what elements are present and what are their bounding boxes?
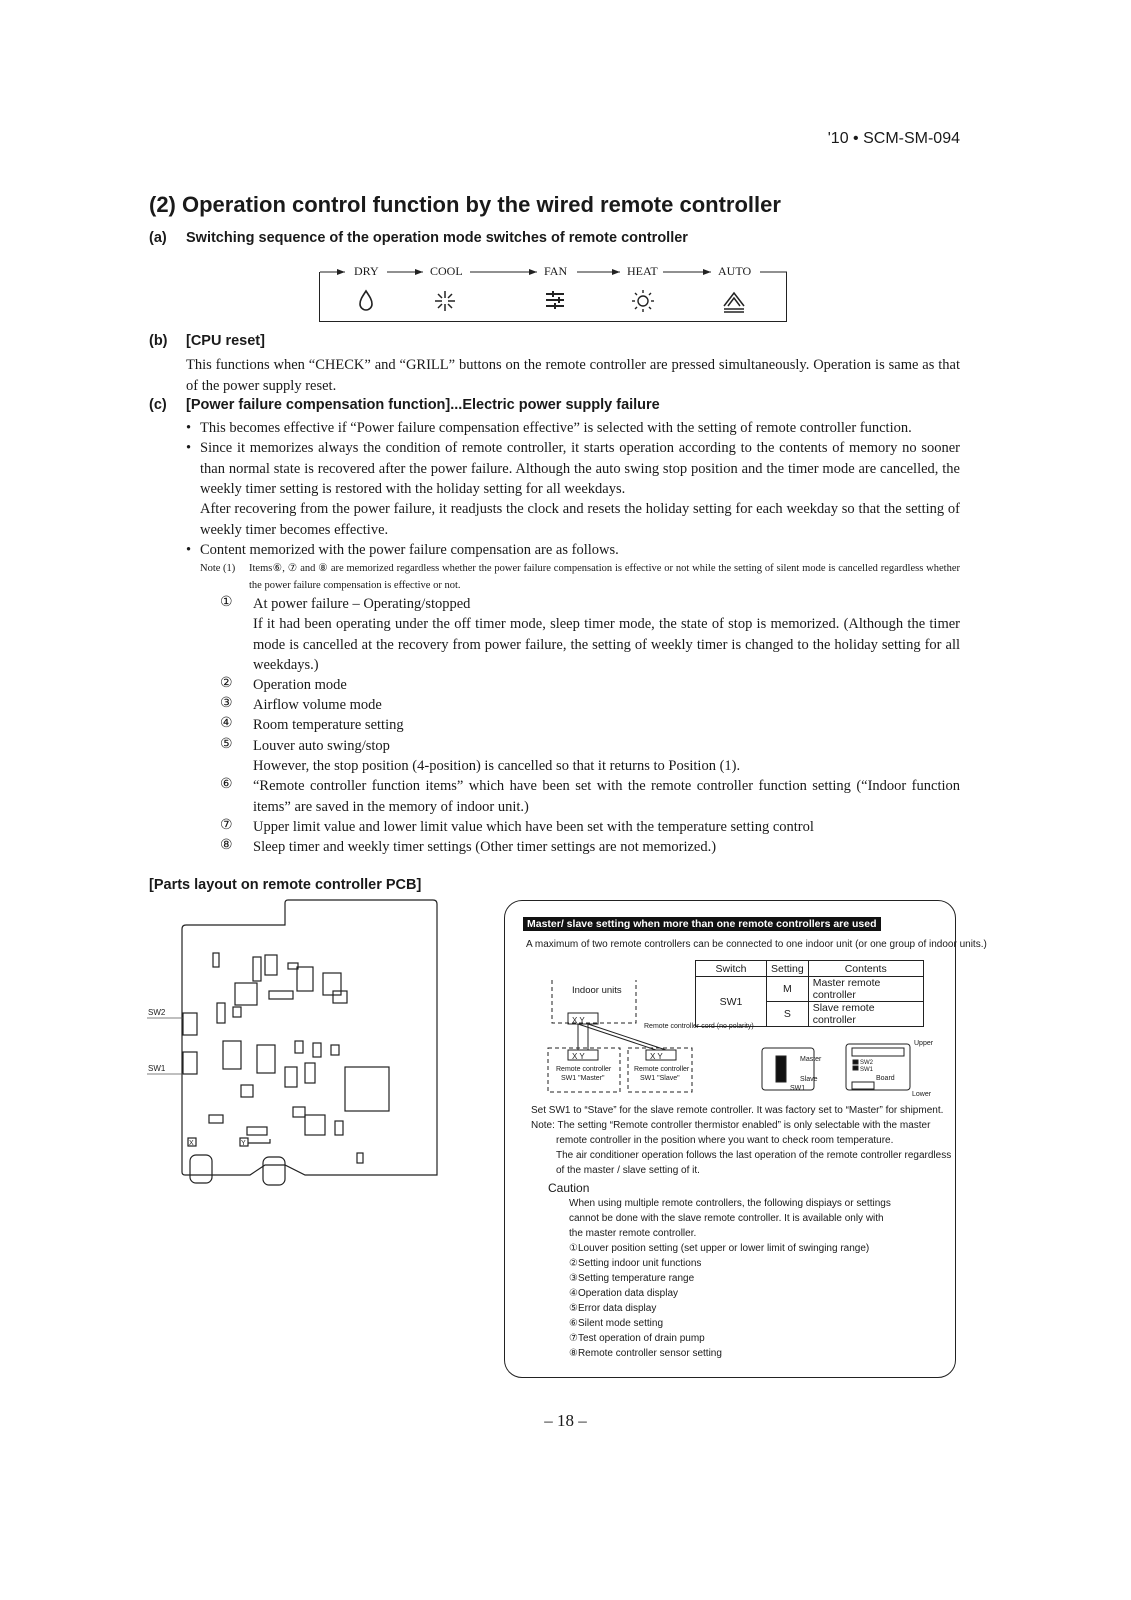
- item-text: Operation mode: [253, 677, 347, 693]
- caution-line-3: the master remote controller.: [569, 1228, 697, 1239]
- note-line-4: of the master / slave setting of it.: [556, 1165, 700, 1176]
- caution-item: ④Operation data display: [569, 1288, 679, 1299]
- bullet-marker: •: [186, 440, 192, 456]
- mode-auto-label: AUTO: [714, 264, 755, 279]
- page-number: – 18 –: [544, 1411, 587, 1430]
- master-slave-title: Master/ slave setting when more than one remote controllers are used: [523, 917, 881, 931]
- caution-title: Caution: [548, 1181, 590, 1195]
- mode-heat-label: HEAT: [623, 264, 662, 279]
- fan-icon: [543, 288, 569, 314]
- section-a-label: (a): [149, 230, 167, 246]
- table-header: Setting: [767, 961, 809, 977]
- bullet-marker: •: [186, 420, 192, 436]
- indoor-xy-terminal: X Y: [572, 1016, 585, 1025]
- cord-label: Remote controller cord (no polarity): [644, 1023, 754, 1030]
- caution-item: ①Louver position setting (set upper or lower limit of swinging range): [569, 1243, 870, 1254]
- item-number: ③: [220, 696, 233, 711]
- item-number: ⑦: [220, 818, 233, 833]
- item-text: Upper limit value and lower limit value which have been set with the temperature setting control: [253, 819, 814, 835]
- item-text: However, the stop position (4-position) is cancelled so that it returns to Position (1).: [253, 758, 741, 774]
- rc-slave-label: Remote controller: [634, 1066, 690, 1073]
- note-label: Note (1): [200, 563, 236, 574]
- item-number: ⑤: [220, 737, 233, 752]
- item-text: “Remote controller function items” which have been set with the remote controller function setting (“Indoor function items” are saved in the memory of indoor unit.): [253, 778, 960, 815]
- bullet-1-text: This becomes effective if “Power failure compensation effective” is selected with the setting of remote controller function.: [200, 420, 912, 436]
- switch-sw1-label: SW1: [790, 1085, 806, 1092]
- document-id: '10 • SCM-SM-094: [827, 130, 960, 147]
- mode-fan-label: FAN: [540, 264, 571, 279]
- board-sw1-label: SW1: [860, 1067, 874, 1073]
- pcb-x-terminal: X: [189, 1140, 194, 1147]
- page-title: (2) Operation control function by the wired remote controller: [149, 192, 781, 217]
- snowflake-icon: [432, 288, 458, 314]
- table-cell: Master remote controller: [808, 977, 923, 1002]
- item-text: At power failure – Operating/stopped: [253, 596, 471, 612]
- indoor-units-label: Indoor units: [572, 985, 622, 996]
- board-lower-label: Lower: [912, 1091, 932, 1098]
- section-c-title: [Power failure compensation function]...Electric power supply failure: [186, 397, 660, 413]
- item-text: Room temperature setting: [253, 717, 404, 733]
- pcb-diagram: [145, 895, 475, 1190]
- item-number: ⑥: [220, 777, 233, 792]
- item-number: ⑧: [220, 838, 233, 853]
- note-line-1: Note: The setting “Remote controller thermistor enabled” is only selectable with the master: [531, 1120, 931, 1131]
- caution-line-2: cannot be done with the slave remote controller. It is available only with: [569, 1213, 884, 1224]
- master-xy-terminal: X Y: [572, 1052, 585, 1061]
- slave-xy-terminal: X Y: [650, 1052, 663, 1061]
- rc-master-sw: SW1 "Master": [561, 1075, 605, 1082]
- board-sw2-label: SW2: [860, 1060, 874, 1066]
- bullet-marker: •: [186, 542, 192, 558]
- bullet-3-text: Content memorized with the power failure compensation are as follows.: [200, 542, 619, 558]
- table-header: Switch: [696, 961, 767, 977]
- pcb-sw1-label: SW1: [148, 1064, 166, 1073]
- table-header: Contents: [808, 961, 923, 977]
- section-c-label: (c): [149, 397, 167, 413]
- note-line-2: remote controller in the position where you want to check room temperature.: [556, 1135, 894, 1146]
- item-number: ①: [220, 595, 233, 610]
- section-a-title: Switching sequence of the operation mode switches of remote controller: [186, 230, 688, 246]
- pcb-y-terminal: Y: [241, 1140, 246, 1147]
- table-cell: Slave remote controller: [808, 1002, 923, 1027]
- set-sw1-text: Set SW1 to “Stave” for the slave remote controller. It was factory set to “Master” for shipment.: [531, 1105, 944, 1116]
- item-number: ②: [220, 676, 233, 691]
- item-text: Sleep timer and weekly timer settings (Other timer settings are not memorized.): [253, 839, 717, 855]
- item-text: Airflow volume mode: [253, 697, 382, 713]
- table-cell: M: [767, 977, 809, 1002]
- caution-item: ⑦Test operation of drain pump: [569, 1333, 705, 1344]
- cpu-reset-text: This functions when “CHECK” and “GRILL” buttons on the remote controller are pressed simultaneously. Operation is same as that of the power supply reset.: [186, 357, 960, 394]
- switch-slave-label: Slave: [800, 1076, 818, 1083]
- switch-master-label: Master: [800, 1056, 822, 1063]
- table-cell: S: [767, 1002, 809, 1027]
- section-b-label: (b): [149, 333, 168, 349]
- board-label: Board: [876, 1075, 895, 1082]
- bullet-2b-text: After recovering from the power failure, it readjusts the clock and resets the holiday setting for each weekday so that the setting of weekly timer becomes effective.: [200, 501, 960, 538]
- item-number: ④: [220, 716, 233, 731]
- pcb-sw2-label: SW2: [148, 1008, 166, 1017]
- item-text: If it had been operating under the off timer mode, sleep timer mode, the state of stop is memorized. (Although the timer mode is cancelled at the recovery from power failure, the setting of weekly timer is changed to the holiday setting for all weekdays.): [253, 616, 960, 673]
- rc-master-label: Remote controller: [556, 1066, 612, 1073]
- caution-item: ⑥Silent mode setting: [569, 1318, 664, 1329]
- note-line-3: The air conditioner operation follows the last operation of the remote controller regardless: [556, 1150, 952, 1161]
- mode-cool-label: COOL: [426, 264, 467, 279]
- item-text: Louver auto swing/stop: [253, 738, 390, 754]
- caution-item: ⑧Remote controller sensor setting: [569, 1348, 722, 1359]
- caution-item: ⑤Error data display: [569, 1303, 657, 1314]
- board-upper-label: Upper: [914, 1040, 934, 1047]
- caution-line-1: When using multiple remote controllers, the following dispiays or settings: [569, 1198, 891, 1209]
- caution-item: ③Setting temperature range: [569, 1273, 695, 1284]
- table-cell: SW1: [696, 977, 767, 1027]
- bullet-2-text: Since it memorizes always the condition of remote controller, it starts operation according to the contents of memory no sooner than normal state is recovered after the power failure. Although the auto swing stop position and the timer mode are cancelled, the weekly timer setting is restored with the holiday setting for all weekdays.: [200, 440, 960, 497]
- parts-layout-title: [Parts layout on remote controller PCB]: [149, 877, 422, 893]
- sun-icon: [630, 288, 656, 314]
- master-slave-intro: A maximum of two remote controllers can be connected to one indoor unit (or one group of indoor units.): [526, 939, 987, 950]
- note-text: Items⑥, ⑦ and ⑧ are memorized regardless whether the power failure compensation is effective or not while the setting of silent mode is cancelled regardless whether the power failure compensation is effective or not.: [249, 563, 960, 591]
- auto-mode-icon: [721, 288, 747, 314]
- rc-slave-sw: SW1 "Slave": [640, 1075, 680, 1082]
- mode-dry-label: DRY: [350, 264, 383, 279]
- caution-item: ②Setting indoor unit functions: [569, 1258, 702, 1269]
- section-b-title: [CPU reset]: [186, 333, 265, 349]
- drop-icon: [353, 288, 379, 314]
